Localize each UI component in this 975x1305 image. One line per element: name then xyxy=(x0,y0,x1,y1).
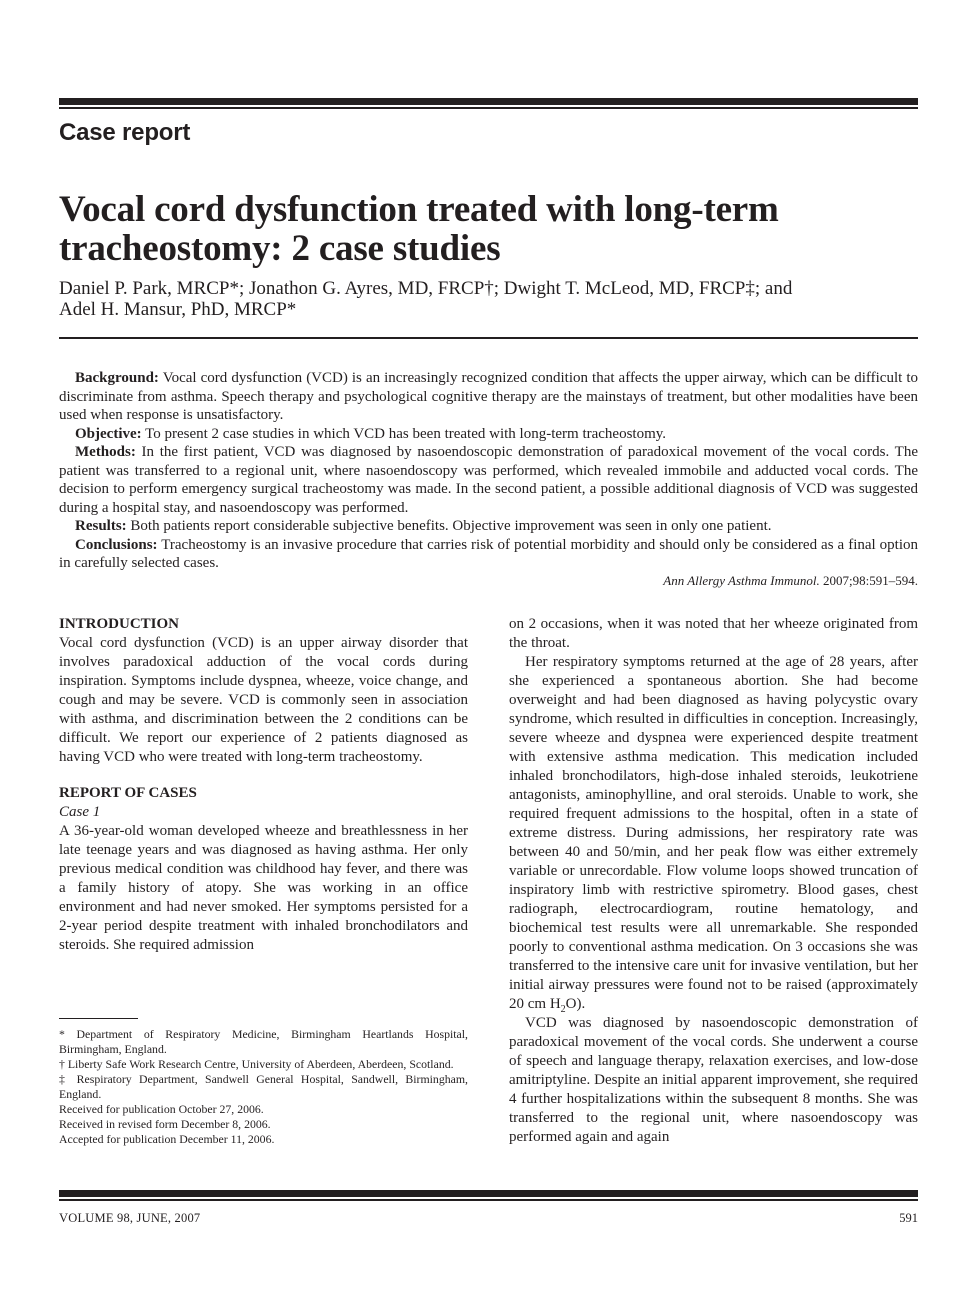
left-column xyxy=(59,615,468,955)
abstract-label: Conclusions: xyxy=(75,536,158,553)
citation-journal: Ann Allergy Asthma Immunol. xyxy=(663,573,820,588)
section-heading: INTRODUCTION xyxy=(59,616,180,632)
footnote: Received for publication October 27, 2006. xyxy=(59,1102,264,1116)
paragraph: VCD was diagnosed by nasoendoscopic demonstration of paradoxical movement of the vocal cords. She underwent a course of speech and language therapy, relaxation exercises, and low-dose amitriptyline. Despite an initial apparent improvement, she required 4 further hospitalizations within the subsequent 8 months. She was transferred to the regional unit, where nasoendoscopy was performed again and again xyxy=(509,1015,918,1145)
abstract-text: Tracheostomy is an invasive procedure that carries risk of potential morbidity and should only be considered as a final option in carefully selected cases. xyxy=(59,536,919,571)
subscript: 2 xyxy=(560,1004,566,1015)
abstract-label: Objective: xyxy=(75,425,142,442)
right-column xyxy=(509,615,918,1147)
footnote: Received in revised form December 8, 2006. xyxy=(59,1117,271,1131)
abstract-text: To present 2 case studies in which VCD has been treated with long-term tracheostomy. xyxy=(145,425,667,442)
footnote-rule xyxy=(59,1018,138,1019)
footnote: * Department of Respiratory Medicine, Birmingham Heartlands Hospital, Birmingham, England. xyxy=(59,1027,468,1056)
citation xyxy=(663,573,918,589)
abstract-text: Both patients report considerable subjective benefits. Objective improvement was seen in only one patient. xyxy=(130,518,772,534)
volume-info: VOLUME 98, JUNE, 2007 xyxy=(59,1211,201,1225)
abstract xyxy=(59,369,918,573)
article-title: Vocal cord dysfunction treated with long-term tracheostomy: 2 case studies xyxy=(59,189,779,269)
paragraph-text: Her respiratory symptoms returned at the age of 28 years, after she experienced a spontaneous abortion. She had become overweight and had been diagnosed as having polycystic ovary syndrome, which resulted in difficulties in conception. Increasingly, severe wheeze and dyspnea were experienced despite treatment with extensive asthma medication. This medication included inhaled bronchodilators, high-dose inhaled steroids, leukotriene antagonists, aminophylline, and oral steroids. Unable to work, she required frequent admissions to the hospital, often in a state of extreme distress. During admissions, her respiratory rate was between 40 and 50/min, and her peak flow was either extremely variable or unrecordable. Flow volume loops showed truncation of inspiratory limb with restrictive spirometry. Blood gases, chest radiograph, electrocardiogram, routine hematology, and biochemical test results were all unremarkable. She responded poorly to conventional asthma medication. On 3 occasions she was transferred to the intensive care unit for invasive ventilation, but her initial airway pressures were found not to be raised (approximately 20 cm H xyxy=(509,654,918,1012)
abstract-conclusions xyxy=(59,536,918,573)
abstract-label: Background: xyxy=(75,370,159,386)
author-line: Daniel P. Park, MRCP*; Jonathon G. Ayres, MD, FRCP†; Dwight T. McLeod, MD, FRCP‡; and xyxy=(59,278,793,299)
paragraph-text: O). xyxy=(565,996,586,1012)
abstract-results xyxy=(59,517,918,536)
paragraph: Vocal cord dysfunction (VCD) is an upper airway disorder that involves paradoxical adduction of the vocal cords during inspiration. Symptoms include dyspnea, wheeze, voice change, and cough and may be severe. VCD is commonly seen in association with asthma, and discrimination between the 2 conditions can be difficult. We report our experience of 2 patients diagnosed as having VCD who were treated with long-term tracheostomy. xyxy=(59,635,468,765)
section-heading: REPORT OF CASES xyxy=(59,785,197,801)
page-number: 591 xyxy=(899,1211,918,1225)
abstract-text: In the first patient, VCD was diagnosed by nasoendoscopic demonstration of paradoxical movement of the vocal cords. The patient was transferred to a regional unit, where nasoendoscopy was performed, which revealed immobile and adducted vocal cords. The decision to perform emergency surgical tracheostomy was made. In the second patient, a possible additional diagnosis of VCD was suggested during a hospital stay, and nasoendoscopy was performed. xyxy=(59,444,918,516)
abstract-background xyxy=(59,369,918,425)
abstract-label: Methods: xyxy=(75,444,136,460)
citation-ref: 2007;98:591–594. xyxy=(823,573,918,588)
header-rule-top xyxy=(59,98,918,105)
header-rule-bottom xyxy=(59,107,918,109)
paragraph: A 36-year-old woman developed wheeze and breathlessness in her late teenage years and was diagnosed as having asthma. Her only previous medical condition was childhood hay fever, and there was a family history of atopy. She was working in an office environment and had never smoked. Her symptoms persisted for a 2-year period despite treatment with inhaled bronchodilators and steroids. She required admission xyxy=(59,823,468,953)
footnote: Accepted for publication December 11, 2006. xyxy=(59,1132,275,1146)
subsection-heading: Case 1 xyxy=(59,804,101,820)
footer-rule-bottom xyxy=(59,1199,918,1201)
author-line: Adel H. Mansur, PhD, MRCP* xyxy=(59,299,297,320)
paragraph: on 2 occasions, when it was noted that her wheeze originated from the throat. xyxy=(509,616,918,651)
footnotes xyxy=(59,1018,468,1147)
author-list xyxy=(59,278,919,320)
section-label: Case report xyxy=(59,119,191,146)
footnote: ‡ Respiratory Department, Sandwell General Hospital, Sandwell, Birmingham, England. xyxy=(59,1072,468,1101)
paragraph xyxy=(509,653,918,1014)
abstract-label: Results: xyxy=(75,518,127,534)
footer-rule-top xyxy=(59,1190,918,1197)
abstract-rule xyxy=(59,337,918,339)
abstract-text: Vocal cord dysfunction (VCD) is an increasingly recognized condition that affects the upper airway, which can be difficult to discriminate from asthma. Speech therapy and psychological cognitive therapy are the mainstays of treatment, but other modalities have been used when response is unsatisfactory. xyxy=(59,370,919,423)
abstract-objective xyxy=(59,425,918,444)
footnote: † Liberty Safe Work Research Centre, University of Aberdeen, Aberdeen, Scotland. xyxy=(59,1057,454,1071)
abstract-methods xyxy=(59,443,918,517)
